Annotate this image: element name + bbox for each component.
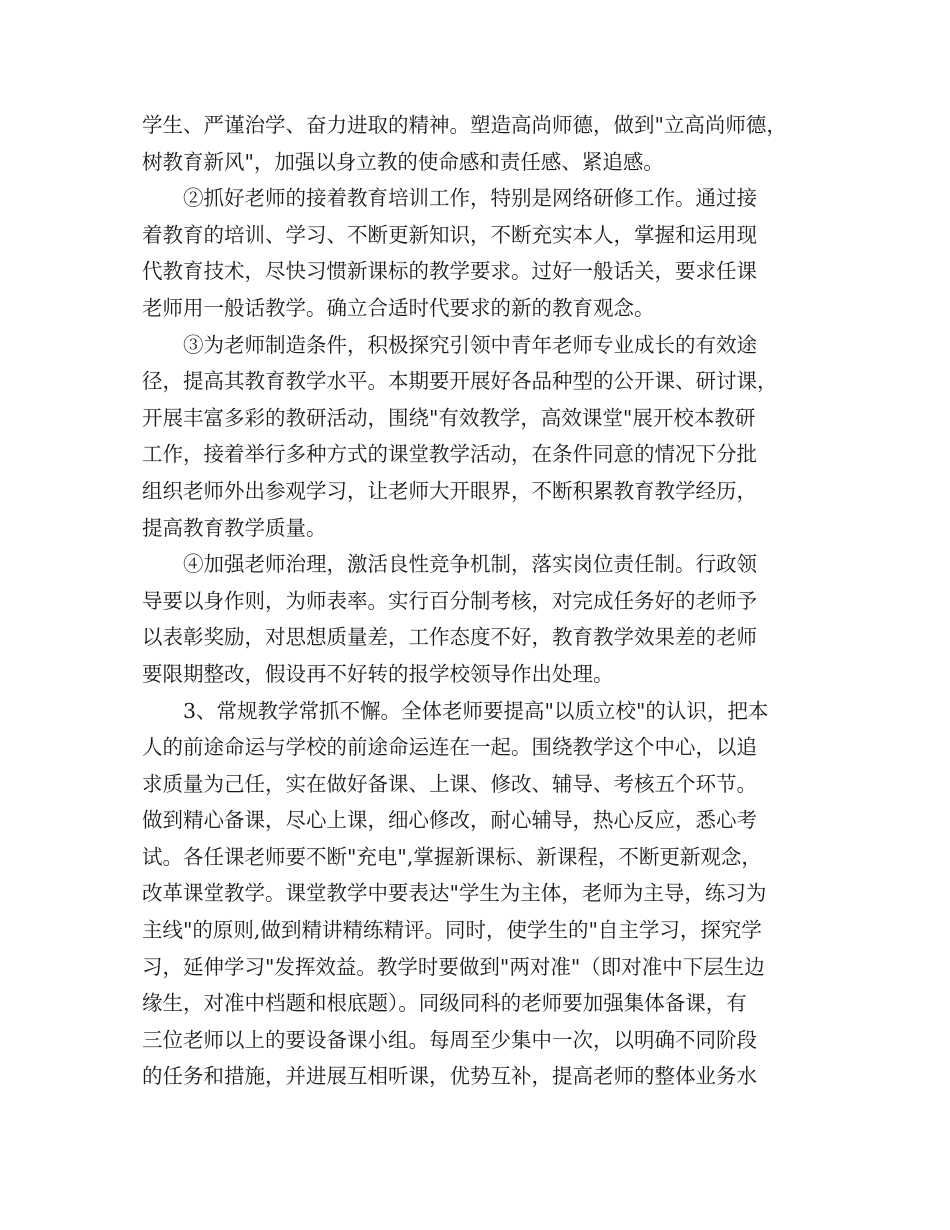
text-line: 的任务和措施，并进展互相听课，优势互补，提高老师的整体业务水 [142,1064,757,1089]
text-line: 改革课堂教学。课堂教学中要表达"学生为主体，老师为主导，练习为 [142,881,767,906]
document-body [142,107,812,1095]
text-line: ④加强老师治理，激活良性竞争机制，落实岗位责任制。行政领 [183,552,757,577]
text-line: 开展丰富多彩的教研活动，围绕"有效教学，高效课堂"展开校本教研 [142,405,756,430]
text-line: 求质量为己任，实在做好备课、上课、修改、辅导、考核五个环节。 [142,771,757,796]
text-line: 老师用一般话教学。确立合适时代要求的新的教育观念。 [142,295,655,320]
text-line: 以表彰奖励，对思想质量差，工作态度不好，教育教学效果差的老师 [142,625,757,650]
text-line: ③为老师制造条件，积极探究引领中青年老师专业成长的有效途 [183,332,757,357]
text-line: 习，延伸学习"发挥效益。教学时要做到"两对准"（即对准中下层生边 [142,954,765,979]
text-line: 主线"的原则,做到精讲精练精评。同时，使学生的"自主学习，探究学 [142,918,762,943]
text-line: 缘生，对准中档题和根底题）。同级同科的老师要加强集体备课，有 [142,991,747,1016]
text-line: 组织老师外出参观学习，让老师大开眼界，不断积累教育教学经历， [142,478,757,503]
text-line: 人的前途命运与学校的前途命运连在一起。围绕教学这个中心，以追 [142,735,757,760]
text-line: 提高教育教学质量。 [142,515,327,540]
text-line: 三位老师以上的要设备课小组。每周至少集中一次，以明确不同阶段 [142,1027,757,1052]
text-line: ②抓好老师的接着教育培训工作，特别是网络研修工作。通过接 [183,186,757,211]
text-line: 工作，接着举行多种方式的课堂教学活动，在条件同意的情况下分批 [142,442,757,467]
text-line: 径，提高其教育教学水平。本期要开展好各品种型的公开课、研讨课， [142,369,778,394]
text-line: 着教育的培训、学习、不断更新知识，不断充实本人，掌握和运用现 [142,222,757,247]
text-line: 3、常规教学常抓不懈。全体老师要提高"以质立校"的认识，把本 [183,698,769,723]
text-line: 学生、严谨治学、奋力进取的精神。塑造高尚师德，做到"立高尚师德， [142,113,787,137]
text-line: 代教育技术，尽快习惯新课标的教学要求。过好一般话关，要求任课 [142,259,757,284]
text-line: 试。各任课老师要不断"充电",掌握新课标、新课程，不断更新观念， [142,844,762,869]
text-line: 树教育新风"，加强以身立教的使命感和责任感、紧追感。 [142,149,664,174]
text-line: 导要以身作则，为师表率。实行百分制考核，对完成任务好的老师予 [142,588,757,613]
text-line: 做到精心备课，尽心上课，细心修改，耐心辅导，热心反应，悉心考 [142,808,757,833]
text-line: 要限期整改，假设再不好转的报学校领导作出处理。 [142,661,614,686]
